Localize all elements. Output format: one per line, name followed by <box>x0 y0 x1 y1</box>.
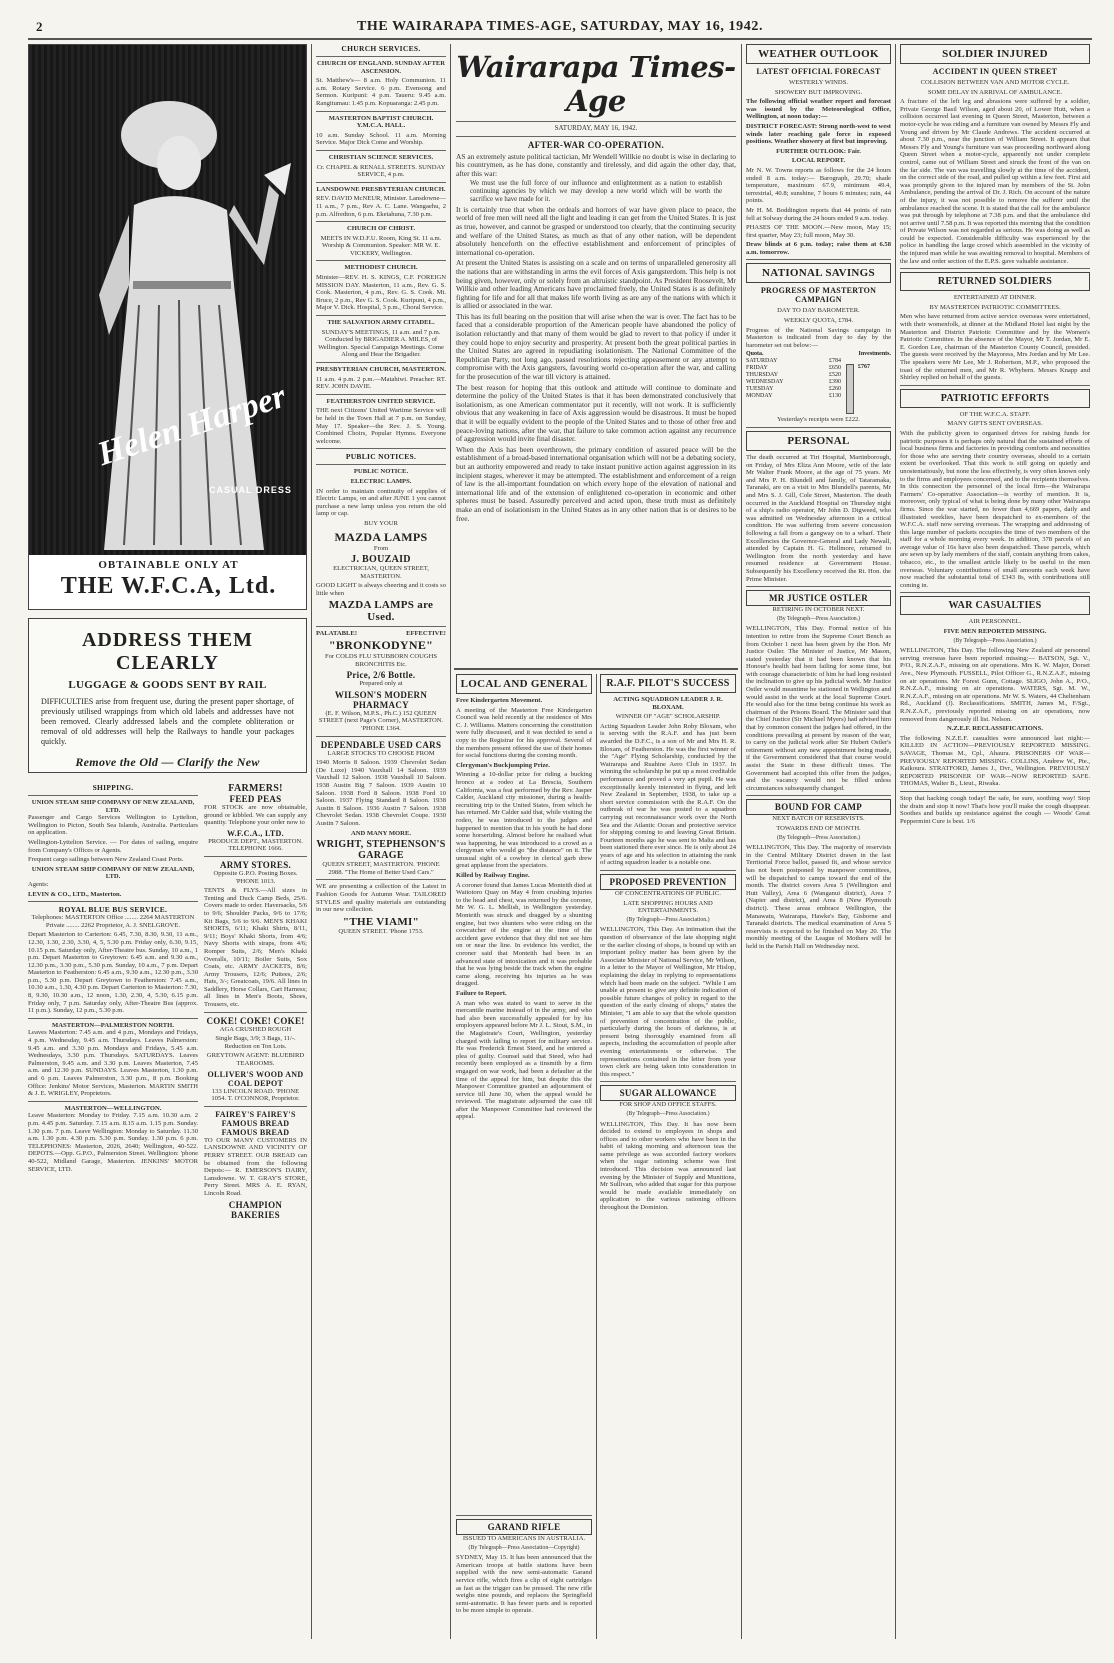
rifle-sub: ISSUED TO AMERICANS IN AUSTRALIA. <box>462 1535 586 1542</box>
church-b7: SUNDAY'S MEETINGS, 11 a.m. and 7 p.m. Conducted by BRIGADIER A. MILES, of Wellington. Special Campaign Meetings. Come Along and Hear the Brigadier. <box>318 328 444 359</box>
masthead: Wairarapa Times-Age <box>456 50 736 118</box>
notice-body: IN order to maintain continuity of supplies of Electric Lamps, on and after JUNE 1 you cannot purchase a new lamp unless you return the old lamp or cap. <box>316 487 446 518</box>
bus-heading: ROYAL BLUE BUS SERVICE. <box>58 905 168 915</box>
savings-table <box>746 358 891 416</box>
bronk-prepared: Prepared only at <box>359 680 403 688</box>
savings-row <box>746 379 841 386</box>
brand-sub: CASUAL DRESS <box>209 485 292 495</box>
mazda-used: MAZDA LAMPS are Used. <box>328 599 434 624</box>
church-h9: FEATHERSTON UNITED SERVICE. <box>326 397 436 405</box>
bronk-price: Price, 2/6 Bottle. <box>346 670 416 681</box>
farmers-address: PRODUCE DEPT., MASTERTON. TELEPHONE 1666. <box>208 837 303 853</box>
notices-heading: PUBLIC NOTICES. <box>345 452 417 462</box>
weather-local-report: LOCAL REPORT. <box>791 157 846 165</box>
cars-address: QUEEN STREET, MASTERTON. 'PHONE 2988. "The Home of Better Used Cars." <box>322 861 440 876</box>
rifle-heading: GARAND RIFLE <box>456 1519 592 1535</box>
coke-body: Single Bags, 3/9; 3 Bags, 11/-. Reduction on Ton Lots. <box>215 1035 296 1050</box>
bronk-name: "BRONKODYNE" <box>328 638 434 653</box>
church-h3: CHRISTIAN SCIENCE SERVICES. <box>328 153 434 161</box>
shipping-company-2: UNION STEAM SHIP COMPANY OF NEW ZEALAND, LTD. <box>31 865 195 881</box>
casualties-heading: WAR CASUALTIES <box>900 596 1090 615</box>
camp-body: WELLINGTON, This Day. The majority of reservists in the Central Military District drawn in the last Territorial Force ballot, passed fit, and whose service has not been postponed by manpower committees, will be dispatched to camps toward the end of the month. The district covers Area 5 (Wellington and Hutt Valley), Area 6 (Wanganui district), Area 7 (Napier and district), and Area 8 (New Plymouth district). These areas embrace Wellington, the Manawatu, Wairarapa, Hawke's Bay, Gisborne and Taranaki districts. The medical examination of Area 5 reservists is expected to be finished on May 20. The monthly meeting of the League of Mothers will be held in the Parish Hall on Wednesday next. <box>746 844 891 950</box>
viami-address: QUEEN STREET. 'Phone 1753. <box>338 927 424 935</box>
bronk-effective: EFFECTIVE! <box>406 630 446 638</box>
sugar-body: WELLINGTON, This Day. It has now been decided to extend to employees in shops and offices and to other workers who have been in the habit of taking morning and afternoon teas the same privilege as was accorded factory workers when the sugar rationing scheme was first introduced. This decision was announced last evening by the Minister of Supply and Munitions, Mr Sullivan, who added that sugar for this purpose would be made available immediately on application to the various rationing officers throughout the Dominion. <box>600 1120 736 1212</box>
weather-sub: LATEST OFFICIAL FORECAST <box>756 67 881 76</box>
rail-body: DIFFICULTIES arise from frequent use, during the present paper shortage, of previously utilised wrappings from which old labels and addresses have not been removed. Clearly addressed labels and the complete obliteration or removal of old addresses will help the Railways to handle your packages quickly. <box>41 697 294 746</box>
local-b4: A man who was stated to want to serve in the mercantile marine instead of in the army, and who had also been successfully appealed for by his employers appeared before Mr J. L. Stout, S.M., in the Magistrate's Court, Wellington, yesterday charged with failing to report for military service. He was Frederick Ernest Steed, and he entered a plea of guilty. Counsel said that Steed, who had recently been employed as a tinsmith by a firm engaged on war work, had been a defaulter at the time of the appeal for him, but despite this the Manpower Committee granted an adjournment of service till June 30, when the appeal would be reviewed. The magistrate adjourned the case till after the Manpower Committee had reviewed the appeal. <box>456 999 592 1121</box>
raf-heading: R.A.F. PILOT'S SUCCESS <box>600 674 736 693</box>
casualties-byline: (By Telegraph—Press Association.) <box>953 637 1037 644</box>
returned-sub: ENTERTAINED AT DINNER. <box>953 294 1037 302</box>
church-b2: 10 a.m. Sunday School. 11 a.m. Morning Service. Major Dick Come and Worship. <box>316 131 446 147</box>
weather-p7: Draw blinds at 6 p.m. today; raise them at 6.58 a.m. tomorrow. <box>746 241 891 256</box>
returned-heading: RETURNED SOLDIERS <box>900 272 1090 291</box>
local-s1: Free Kindergarten Movement. <box>456 697 543 704</box>
local-b2: Winning a 10-dollar prize for riding a bucking bronco at a rodeo at La Brescia, Southern California, was a feat performed by the Rev. Jasper Calder, Auckland city missioner, during a health-recruiting trip to the United States, from which he has returned. Mr Calder said that, while visiting the rodeo, he was introduced to the judges and happened to mention that in his youth he had done some horseriding. Almost before he realised what was happening, he was introduced to a crowd as a clergyman who would go "the distance" on it. The unusual sight of a cowboy in clerical garb drew great applause from the spectators. <box>456 771 592 870</box>
col1-classifieds <box>28 783 198 1633</box>
rail-subheading: LUGGAGE & GOODS SENT BY RAIL <box>68 679 267 691</box>
farmers-company: W.F.C.A., LTD. <box>227 828 284 838</box>
savings-quota: £260 <box>829 386 841 393</box>
editorial-quote: We must use the full force of our influence and enlightenment as a nation to establish continuing agencies by which we may develop a new world which will be worth the sacrifice we have made for it. <box>470 180 722 203</box>
local-b3: A coroner found that James Lucas Monteith died at Waitotoro Quay on May 4 from crushing injuries to the head and chest, was returned by the coroner, Mr W. G. L. Mellish, in Wellington yesterday. Monteith was struck and dragged by a shunting engine, but two shunters who were riding on the cowcatcher of the engine at the time of the accident gave evidence that they did not see him on or near the line. In evidence his verdict, the coroner said that Monteith had been in an advanced state of intoxication and it was probable that he was lying beside the track when the engine came along, receiving his injuries as he was dragged. <box>456 881 592 988</box>
bread-sub: FAMOUS BREAD FAMOUS BREAD <box>221 1118 290 1137</box>
cars-company: WRIGHT, STEPHENSON'S GARAGE <box>316 839 446 862</box>
local-s3: Killed by Railway Engine. <box>456 872 530 880</box>
rifle-byline: (By Telegraph—Press Association—Copyright) <box>468 1544 580 1551</box>
church-h2: MASTERTON BAPTIST CHURCH. Y.M.C.A. HALL. <box>328 114 434 130</box>
savings-investments: £767 <box>858 364 870 371</box>
mazda-from: From <box>373 544 389 552</box>
prevention-body: WELLINGTON, This Day. An intimation that the question of observance of the late shopping night or the earlier closing of shops, is bound up with an important policy matter has been given by the Associate Minister of National Service, Mr Wilson, in a letter to the Mayor of Wellington, Mr Hislop, explaining the delay in replying to representations which had been made on the subject. "While I am unable at present to give any definite indication of possible future changes of policy in regard to the question of the early closing of shops," states the Minister, "I am able to say that the whole question of prevention of concentration of the public, particularly during the hours of darkness, is at present being thoroughly examined from all aspects, including the accumulation of people after evening entertainments or otherwise. The representations contained in the letter from your town clerk are being taken into consideration in this respect." <box>600 926 736 1078</box>
editorial-p6: When the Axis has been overthrown, the primary condition of assured peace will be the establishment of a broad-based international organisation which will not be a debating society, but an authority empowered and ready to take instant punitive action against aggression in its incipient stages, wherever it may be attempted. The establishment and enforcement of a reign of law is the all-important foundation on which every hope of the elevation of national and international life and of the extension of enlightened co-operation in economic and other spheres must be based. Assuredly perceived and acted upon, these truth must as definitely make an end of isolationism in the United States as in any other nation that is or desires to be free. <box>456 444 736 523</box>
farmers-heading: FARMERS! <box>228 783 283 794</box>
mazda-address: ELECTRICIAN, QUEEN STREET, MASTERTON. <box>333 565 429 580</box>
local-b1: A meeting of the Masterton Free Kindergarten Council was held recently at the residence of Mrs C. J. Williams. Matters concerning the constitution were fully discussed, and it was decided to send a copy to the Registrar for his approval. Several of the members present offered the use of their homes for social functions during the coming month. <box>456 706 592 760</box>
savings-quota: £390 <box>829 379 841 386</box>
church-h4: LANSDOWNE PRESBYTERIAN CHURCH. <box>316 185 446 193</box>
church-h5: CHURCH OF CHRIST. <box>347 225 415 233</box>
ostler-byline: (By Telegraph—Press Association.) <box>776 615 861 622</box>
savings-quota: £520 <box>829 372 841 379</box>
farmers-sub: FEED PEAS <box>229 794 282 804</box>
coke-company: OLLIVER'S WOOD AND COAL DEPOT <box>207 1069 304 1088</box>
editorial <box>456 44 736 664</box>
editorial-p2: It is certainly true that when the ordeals and horrors of war have given place to peace, the world of free men will need all the light and leading it can get from the United States. It is just as true, however, and cannot be grasped or understood too clearly, that the continuing security and welfare of the United States, as much as that of any other nation, will be dependent absolutely henceforth on the effective establishment and enforcement of principles of international co-operation. <box>456 204 736 257</box>
bronk-company: WILSON'S MODERN PHARMACY <box>334 689 428 710</box>
camp-sub2: TOWARDS END OF MONTH. <box>776 824 861 832</box>
weather-p2: DISTRICT FORECAST: Strong north-west to west winds later reaching gale force in exposed positions. Weather showery at first but improving. <box>746 122 891 146</box>
church-b9: THE next Citizens' United Wartime Service will be held in the Town Hall at 7 p.m. on Sunday, May 17. Speaker—the Rev. J. S. Young. Combined Choirs, Popular Hymns. Everyone welcome. <box>316 407 446 445</box>
raf-column <box>600 674 736 1639</box>
church-h1: CHURCH OF ENGLAND. SUNDAY AFTER ASCENSION. <box>316 60 446 75</box>
patriotic-sub: OF THE W.F.C.A. STAFF. <box>959 410 1031 418</box>
savings-intro: Progress of the National Savings campaign in Masterton is indicated from day to day by the barometer set out below:— <box>746 326 891 349</box>
church-b8: 11 a.m. 4 p.m. 2 p.m.—Matahiwi. Preacher: RT. REV. JOHN DAVIE. <box>316 375 446 391</box>
savings-quota: £784 <box>829 358 841 365</box>
ostler-heading: MR JUSTICE OSTLER <box>746 590 891 606</box>
page-title: THE WAIRARAPA TIMES-AGE, SATURDAY, MAY 16, 1942. <box>356 19 764 34</box>
local-s2: Clergyman's Buckjumping Prize. <box>456 761 550 769</box>
returned-body: Men who have returned from active service overseas were entertained, with their womenfolk, at dinner at the Midland Hotel last night by the Masterton and District Patriotic Committee and by the Women's Patriotic Committee. In the absence of the Mayor, Mr T. Jordan, Mr E. E. Gordon Lee, chairman of the Masterton County Council, presided. The guests were received by the Mayoress, Mrs Jordan and by Mr Lee. The speakers were Mr Lee, Mr J. Robertson, M.P., who proposed the toast of the returned men, and Mr R. Whybern. Messrs Knapp and Shirley replied on behalf of the guests. <box>900 313 1090 382</box>
local-heading: LOCAL AND GENERAL <box>456 674 592 694</box>
bus-heading-3: MASTERTON—WELLINGTON. <box>64 1104 162 1112</box>
savings-row <box>746 358 841 365</box>
church-b6: Minister—REV. H. S. KINGS, C.F. FOREIGN MISSION DAY. Masterton, 11 a.m., Rev. G. S. Cook. Masterton, 4 p.m., Rev. G. S. Cook. Mt. Bruce, 2 p.m., Rev G. S. Cook. Kuripuni, 4 p.m., Major V. Dick. Hospital, 3 p.m., Choral Service. <box>316 274 446 312</box>
savings-heading: NATIONAL SAVINGS <box>746 263 891 283</box>
sugar-byline: (By Telegraph—Press Association.) <box>626 1110 710 1117</box>
editorial-p5: The best reason for hoping that this outlook and attitude will continue to dominate and determine the policy of the United States is that it has been demonstrated conclusively that isolationism, as one American commentator put it recently, will not work. It is sufficiently obvious that any weakening in face of Axis aggression would be disastrous. It must be hoped that it will be equally evident to the people of the United States and to those of other free and peace-loving nations, after the war, that failure to take common action against any recurrence of aggression would invite final disaster. <box>456 382 736 444</box>
savings-row <box>746 393 841 400</box>
soldier-s3: SOME DELAY IN ARRIVAL OF AMBULANCE. <box>927 88 1063 96</box>
camp-sub: NEXT BATCH OF RESERVISTS. <box>772 815 865 823</box>
shipping-heading: SHIPPING. <box>92 783 134 792</box>
savings-s2: DAY TO DAY BAROMETER. <box>777 307 860 315</box>
bronk-address: (E. F. Wilson, M.P.S., Ph.C.) 152 QUEEN STREET (next Page's Corner), MASTERTON. 'PHONE 1364. <box>318 709 444 733</box>
mazda-heading: MAZDA LAMPS <box>334 529 428 544</box>
raf-sub2: WINNER OF "AGE" SCHOLARSHIP. <box>615 713 721 721</box>
mazda-good-light: GOOD LIGHT is always cheering and it costs so little when <box>316 582 446 597</box>
shipping-agent: LEVIN & CO., LTD., Masterton. <box>28 890 122 898</box>
shipping-company: UNION STEAM SHIP COMPANY OF NEW ZEALAND, LTD. <box>31 799 195 814</box>
shipping-text-3: Frequent cargo sailings between New Zealand Coast Ports. <box>28 856 184 864</box>
casualties-sub: AIR PERSONNEL. <box>968 618 1022 626</box>
church-b3: Cr. CHAPEL & RENALL STREETS. SUNDAY SERVICE, 4 p.m. <box>316 163 446 179</box>
fashion-ad <box>28 44 307 610</box>
rail-ad <box>28 618 307 773</box>
raf-body: Acting Squadron Leader John Roby Bloxam, who is serving with the R.A.F. and has just been awarded the D.F.C., is a son of Mr and Mrs H. R. Bloxam, of Featherston. He was the first winner of the "Age" Flying Scholarship, conducted by the Wairarapa and Ruahine Aero Club in 1937. In winning the scholarship he put up a most creditable performance and proved a very apt pupil. He was exceptionally keenly interested in flying, and left New Zealand in September, 1938, to take up a short service commission with the R.A.F. On the outbreak of war he was posted to a squadron carrying out reconnaissance work over the North Sea and the Atlantic Ocean and protective service for shipping coming to and leaving Great Britain. Fourteen months ago he was sent to Malta and has been stationed there ever since. He is only about 24 years of age and his selection in attaining the rank of acting squadron leader is a notable one. <box>600 722 736 867</box>
ostler-sub: RETIRING IN OCTOBER NEXT. <box>772 606 865 614</box>
savings-quota: £130 <box>829 393 841 400</box>
casualties-body-2: The following N.Z.E.F. casualties were announced last night:— KILLED IN ACTION—PREVIOUSLY REPORTED MISSING. SAVAGE, Thomas M., Cpl., Ahaura. PRISONERS OF WAR—PREVIOUSLY REPORTED MISSING. COLLINS, Andrew W., Pte., Kaikoura. STRATFORD, James J., Dvr., Wellington. PREVIOUSLY REPORTED PRISONER OF WAR—NOW REPORTED SAFE. THOMAS, Walter B., Lieut., Riwaka. <box>900 734 1090 788</box>
bus-heading-2: MASTERTON—PALMERSTON NORTH. <box>52 1021 174 1029</box>
farmers-body: FOR STOCK are now obtainable, ground or kibbled. We can supply any quantity. Telephone your order now to <box>204 804 307 827</box>
brand-script: Helen Harper <box>93 377 291 474</box>
cars-list: 1940 Morris 8 Saloon. 1939 Chevrolet Sedan (De Luxe) 1940 Vauxhall 14 Saloon. 1939 Vauxhall 12 Saloon. 1938 Vauxhall 10 Saloon. 1938 Austin Big 7 Saloon. 1939 Austin 10 Saloon. 1938 Ford 8 Saloon. 1938 Ford 10 Saloon. 1937 Flying Standard 8 Saloon. 1938 Austin 8 Saloon. 1936 Austin 7 Saloon. 1938 Chevrolet Sedan. 1938 Chevrolet Coupe. 1930 Austin 7 Saloon. <box>316 759 446 827</box>
notice-title: PUBLIC NOTICE. <box>353 468 409 476</box>
shipping-agents-label: Agents: <box>28 880 49 888</box>
bronk-palatable: PALATABLE! <box>316 630 358 638</box>
sugar-heading: SUGAR ALLOWANCE <box>600 1085 736 1101</box>
editorial-p1: AS an extremely astute political tactician, Mr Wendell Willkie no doubt is wise in declaring to his countrymen, as he has done, constantly and tirelessly, and did again the other day, that, after this war: <box>456 151 736 178</box>
fashion-illustration <box>29 45 307 555</box>
prevention-byline: (By Telegraph—Press Association.) <box>626 916 710 923</box>
bus-phone: Telephones: MASTERTON Office ........ 2264 MASTERTON Private ........ 2262 Proprietor, A. J. SNELGROVE. <box>31 914 195 929</box>
coke-address: 133 LINCOLN ROAD. 'PHONE 1054. T. O'CONNOR, Proprietor. <box>211 1087 300 1103</box>
col2 <box>316 44 446 1639</box>
editorial-p4: This has its full bearing on the position that will arise when the war is over. The fact has to be faced that a considerable proportion of the American people have abandoned the policy of isolation reluctantly and that many of them would be glad to revert to that policy if under it they could hope to enjoy security and prosperity. At present both the great political parties in the United States are agreed in repudiating isolationism. The National Committee of the Republican Party, not long ago, passed resolutions rejecting appeasement or any attempt to compromise with the Axis gangsters, favouring world co-operation after the war, and calling for the prosecution of the war till victory is attained. <box>456 311 736 382</box>
savings-row <box>746 372 841 379</box>
camp-heading: BOUND FOR CAMP <box>746 799 891 815</box>
bus-timetable: Depart Masterton to Carterton: 6.45, 7.30, 8.30, 9.30, 11 a.m., 12.30, 1.30, 2.30, 3.30, 4, 5, 5.30 p.m. Friday only, 6.30, 9.15, 10.15 p.m. Saturday only, After-Theatre bus. Sunday, 10 a.m., 1 p.m. Depart Masterton to Greytown: 6.45 a.m. and 9.30 a.m., 12.30 p.m., 3.30 p.m., 5.30 p.m. Sunday, 10 a.m., 7 p.m. Depart Masterton to Featherston: 6.45 a.m., 9.30 a.m., 12.30 p.m., 3.30 p.m., 5.30 p.m. Depart Greytown to Featherston: 7.45 a.m., 10.30 a.m., 1.30, 4.30 p.m. Depart Carterton to Masterton: 7.30, 8, 9.30, 10.30 a.m., 12 noon, 1.30, 2.30, 4, 5.30, 6.15 p.m. Friday only, 7 p.m. Saturday only, After-Theatre Bus (approx. 11 p.m.). Sunday, 12 p.m., 5.30 p.m. <box>28 931 198 1015</box>
savings-footer: Yesterday's receipts were £222. <box>777 416 860 424</box>
savings-investments-header: Investments. <box>858 351 891 358</box>
soldier-s2: COLLISION BETWEEN VAN AND MOTOR CYCLE. <box>920 79 1070 86</box>
weather-p1: The following official weather report and forecast was issued by the Meteorological Office, Wellington, at noon today:— <box>746 98 891 121</box>
editorial-title: AFTER-WAR CO-OPERATION. <box>527 139 665 150</box>
mazda-buy: BUY YOUR <box>364 519 398 527</box>
bus-timetable-3: Leave Masterton: Monday to Friday. 7.15 a.m. 10.30 a.m. 2 p.m. 4.45 p.m. Saturday. 7.15 a.m. 8.15 a.m. 1.15 p.m. Sunday. 1.30 p.m. 7 p.m. Leave Wellington: Monday to Saturday. 11.30 a.m. 1.30 p.m. 4.30 p.m. 5.30 p.m. Sunday. 1.30 p.m. 6 p.m. TELEPHONES: Masterton, 2026, 2640; Wellington, 40-522. DEPOTS.—Opp. G.P.O., Palmerston Street. Wellington: 'phone 40-522, Midland Garage, Masterton. JENKINS' MOTOR SERVICE, LTD. <box>28 1112 198 1173</box>
cars-more: AND MANY MORE. <box>350 829 411 837</box>
shipping-text-1: Passenger and Cargo Services Wellington to Lyttelton, Wellington to Picton, South Sea Islands, Australia. Particulars on application. <box>28 814 198 837</box>
patriotic-heading: PATRIOTIC EFFORTS <box>900 389 1090 408</box>
soldier-heading: SOLDIER INJURED <box>900 44 1090 64</box>
savings-day: MONDAY <box>746 393 773 400</box>
savings-day: SATURDAY <box>746 358 778 365</box>
church-b1: St. Matthew's— 8 a.m. Holy Communion. 11 a.m. Rotary Service. 6 p.m. Evensong and Sermon. Kuripuni: 4 p.m. Taueru: 9.45 a.m. Rangitumau: 1.45 p.m. Kopuaranga: 2.45 p.m. <box>316 77 446 107</box>
weather-s2: SHOWERY BUT IMPROVING. <box>774 88 863 96</box>
casualties-sub2: FIVE MEN REPORTED MISSING. <box>943 628 1047 636</box>
savings-quota-header: Quota. <box>746 351 764 358</box>
local-general <box>456 674 592 1639</box>
patriotic-sub2: MANY GIFTS SENT OVERSEAS. <box>947 420 1043 428</box>
editorial-date: SATURDAY, MAY 16, 1942. <box>554 124 638 132</box>
prevention-sub2: LATE SHOPPING HOURS AND ENTERTAINMENTS. <box>623 899 713 915</box>
coke-sub: AGA CRUSHED ROUGH <box>219 1025 292 1033</box>
shipping-text-2: Wellington-Lyttelton Service. — For dates of sailing, enquire from Company's Offices or Agents. <box>28 838 198 854</box>
coke-heading: COKE! COKE! COKE! <box>206 1015 305 1026</box>
bronk-for: For COLDS FLU STUBBORN COUGHS BRONCHITIS Etc. <box>324 653 438 668</box>
casualties-body: WELLINGTON, This Day. The following New Zealand air personnel serving overseas have been reported missing:— BATSON, Sgt. V., P/O., R.N.Z.A.F., missing on air operations. Mrs K. W. Major, Dorset Ave., New Plymouth. FUSSELL, Pilot Officer G., R.N.Z.A.F., missing on air operations. Mr Forest Gunn, Cottage. SLIGO, John A., P/O., R.N.Z.A.F., missing on air operations. WATERS, Sgt. M. W., R.N.Z.A.F., missing on air operations. Mr W. S. Waters, 44 Cheltenham Rd., Auckland (f). Reclassifications. SMITH, James M., F/Sgt., R.N.Z.A.F., previously reported missing on air operations, now removed from dangerously ill list. Nelson. <box>900 647 1090 723</box>
savings-sub: PROGRESS OF MASTERTON CAMPAIGN <box>760 286 877 305</box>
patriotic-body: With the publicity given to organised drives for raising funds for patriotic purposes it is perhaps only natural that the sustained efforts of local business firms and factories in providing comforts and necessities for those who are serving their country overseas, should to a certain extent be overlooked. That this work is still going on quietly and unostentatiously, but none the less effectively, is very often known only to the firms and employees concerned, and to the recipients themselves. In this connection the personnel of the local firm—the Wairarapa Farmers' Co-operative Association—is worthy of mention. It is, moreover, only typical of what is being done by many other Wairarapa firms. Since the war started, no fewer than 4,669 papers, daily and illustrated weeklies, have been despatched to ex-members of the W.F.C.A. staff now serving overseas. The wrapping and addressing of this large number of packets occupies the time of two members of the staff for a whole morning every week. In addition, 378 parcels of an average value of 16s have also been despatched. These parcels, which are sewn up by lady members of the staff, contain anything from cakes, tobacco, etc., to the smallest article likely to be useful to the men overseas. Voluntary contributions of small amounts each week have now reached the substantial total of £343 8s, with contributions still coming in. <box>900 429 1090 589</box>
savings-day: FRIDAY <box>746 365 768 372</box>
page-number: 2 <box>36 19 43 34</box>
bread-heading: FAIREY'S FAIREY'S <box>215 1109 296 1119</box>
cars-sub: LARGE STOCKS TO CHOOSE FROM <box>327 749 435 757</box>
weather-p5: Mr H. M. Boddington reports that 44 points of rain fell at Solway during the 24 hours ended 9 a.m. today. <box>746 206 891 222</box>
personal-body: The death occurred at Tiri Hospital, Martinborough, on Friday, of Mrs Eliza Ann Moore, wife of the late Mr Walter Frank Moore, at the age of 75 years. Mr and Mrs P. H. Blundell and family, of Tataramaka, Taranaki, are on a visit to Mrs Blundell's parents, Mr and Mrs S. J. Gill, Cole Street, Masterton. The death occurred in the Auckland Hospital on Thursday night of a ship's radio operator, Mr John D. Digweed, who was admitted on Wednesday afternoon in a critical condition. He was suffering from severe concussion following a fall from a gangway on to a wharf. Their Excellencies the Governor-General and Lady Newall, attended by Captain H. G. Hellmore, returned to Wellington from the north yesterday and have resumed residence at Government House. Subsequently his Excellency received the Rt. Hon. the Prime Minister. <box>746 454 891 583</box>
soldier-sub: ACCIDENT IN QUEEN STREET <box>932 67 1058 76</box>
bread-body: TO OUR MANY CUSTOMERS IN LANSDOWNE AND VICINITY OF PERRY STREET. OUR BREAD can be obtained from the following Depots:— R. EMERSON'S DAIRY, Lansdowne. W. T. GRAY'S STORE, Perry Street. MRS A. E. RYAN, Lincoln Road. <box>204 1136 307 1197</box>
cough-ad: Stop that hacking cough today! Be safe, be sure, soothing way! Stop the drain and stop it now! That's how you'll make the cough disappear. Soothes and builds up resistance against the cough — Woods' Great Peppermint Cure is best. 1/6 <box>900 794 1090 825</box>
savings-s3: WEEKLY QUOTA, £784. <box>783 317 854 325</box>
ostler-body: WELLINGTON, This Day. Formal notice of his intention to retire from the Supreme Court Bench as from October 1 next has been given by the Hon. Mr Justice Ostler. The Minister of Justice, Mr Mason, stated yesterday that it had been known that his Honour's health had been failing for some time, but with courage characteristic of him he had long resisted the inclination to give up his judicial work. Mr Justice Ostler would meantime be stationed in Wellington and would assist in the work at the local Supreme Court. He would also for the time being continue his work as chairman of the Prisons Board. The Minister said that the Chief Justice (Sir Michael Myers) had advised him that by common consent the judges had offered, in the conditions prevailing at present by reason of the war, to carry on the judicial work after Sir Hubert Ostler's retirement without any new appointment being made, if the Government considered that that course would assist the State in these difficult times. The Government had accepted this offer from the judges, and the vacancy would not be filled unless circumstances subsequently changed. <box>746 625 891 792</box>
col5 <box>900 44 1090 1639</box>
camp-byline: (By Telegraph—Press Association.) <box>776 834 861 841</box>
church-b5: MEETS IN W.D.F.U. Room, King St. 11 a.m. Worship & Communion. Speaker: MR W. E. VICKERY, Wellington. <box>320 234 442 257</box>
church-b4: REV. DAVID McNEUR, Minister. Lansdowne— 11 a.m., 7 p.m., Rev A. C. Lane. Wangaehu, 2 p.m. Alfredton, 6 p.m. Eketahuna, 7.30 p.m. <box>316 195 446 218</box>
page-header <box>30 10 1090 40</box>
bread-footer: CHAMPION BAKERIES <box>228 1199 283 1220</box>
soldier-body: A fracture of the left leg and abrasions were suffered by a soldier, Private George Basil Wilson, aged about 20, of Lower Hutt, when a collision occurred last evening in Queen Street, Masterton, between a motor-cycle he was riding and a furniture van owned by Messrs Fly and Young and driven by Mr Claude Andrews. The accident occurred at about 7.30 p.m., near the junction of William Street. It appears that Messrs Fly and Young's furniture van was proceeding northward along Queen Street when a motor-cycle, apparently not under complete control, came out of William Street and struck the front of the van on the far side. The van was travelling slowly at the time of the accident, on the correct side of the road, and pulled up within a few feet. First aid was promptly given to the injured man by members of the St. John Ambulance, pending the arrival of Dr. J. Rich. On account of the nature of the injury, it was not possible to remove the sufferer until the ambulance reached the scene. It is stated that the call for the ambulance was put through by telephone at 7.38 p.m. and that the ambulance did not arrive until 7.58 p.m. It was reported this morning that the condition of Private Wilson was not regarded as serious. He was doing as well as could be expected. Considerable difficulty was experienced by the police in handling the large crowd which assembled in the vicinity of the injured man while he was awaiting removal to hospital. Members of the law and order section of the E.P.S. gave valuable assistance. <box>900 98 1090 265</box>
prevention-sub: OF CONCENTRATIONS OF PUBLIC. <box>615 890 721 898</box>
savings-quota: £650 <box>829 365 841 372</box>
army-sub: Opposite G.P.O. Posting Boxes. 'PHONE 1013. <box>213 869 298 885</box>
personal-heading: PERSONAL <box>746 431 891 451</box>
rifle-body: SYDNEY, May 15. It has been announced that the American troops at battle stations have been supplied with the new semi-automatic Garand service rifle, which fires a clip of eight cartridges as fast as the trigger can be pressed. The new rifle weighs nine pounds, and replaces the Springfield semi-automatic. It has fewer parts and is reported to be more simple to operate. <box>456 1554 592 1615</box>
ad-line-1: OBTAINABLE ONLY AT <box>98 559 239 571</box>
mazda-company: J. BOUZAID <box>351 554 411 566</box>
notice-sub: ELECTRIC LAMPS. <box>350 477 412 485</box>
editorial-p3: At present the United States is assisting on a scale and on terms of unparalleled generosity all the nations that are withstanding in arms the evil forces of Axis gangsterdom. This help is not being given, however, only or solely from an altruistic standpoint. As President Roosevelt, Mr Willkie and other leading Americans have proclaimed freely, the United States is as definitely fighting for life and for all that makes life worth living as are any of the nations with which it is allied or associated in the war. <box>456 258 736 311</box>
army-heading: ARMY STORES. <box>219 859 292 870</box>
savings-day: WEDNESDAY <box>746 379 784 386</box>
col1b-ads <box>204 783 307 1633</box>
cars-heading: DEPENDABLE USED CARS <box>320 739 442 750</box>
church-h6: METHODIST CHURCH. <box>344 264 418 272</box>
bus-timetable-2: Leaves Masterton: 7.45 a.m. and 4 p.m., Mondays and Fridays, 4 p.m. Wednesday, 9.45 a.m. Thursdays. Leaves Palmerston: 9.45 a.m. and 3.30 p.m. Mondays and Fridays, 5.45 a.m. Wednesdays, 3.30 p.m. Thursdays. SATURDAYS. Leaves Palmerston, 9.45 a.m. and 3.30 p.m. Leaves Masterton, 7.45 a.m. and 12.30 p.m. SUNDAYS. Leaves Masterton, 1.30 p.m. and 6 p.m. Leaves Palmerston, 3.30 p.m., 8 p.m. Booking Office: Jenkins' Motor Services, Masterton. MARTIN SMITH & J. E. WRIGLEY, Proprietors. <box>28 1029 198 1098</box>
viami-body: WE are presenting a collection of the Latest in Fashion Goods for Autumn Wear. TAILORED STYLES and quality materials are outstanding in our new collection. <box>316 883 446 914</box>
savings-day: THURSDAY <box>746 372 779 379</box>
church-h7: THE SALVATION ARMY CITADEL. <box>327 319 435 327</box>
casualties-heading-2: N.Z.E.F. RECLASSIFICATIONS. <box>946 725 1043 733</box>
coke-agent: GREYTOWN AGENT: BLUEBIRD TEAROOMS. <box>206 1052 305 1068</box>
returned-sub2: BY MASTERTON PATRIOTIC COMMITTEES. <box>929 303 1061 311</box>
savings-row <box>746 386 841 393</box>
raf-sub: ACTING SQUADRON LEADER J. R. BLOXAM. <box>613 696 723 711</box>
sugar-sub: FOR SHOP AND OFFICE STAFFS. <box>619 1101 717 1109</box>
weather-p4: Mr N. W. Towns reports as follows for the 24 hours ended 8 a.m. today:— Barograph, 29.70; shade temperature, maximum 67.9, minimum 49.4, terrestrial, 40.8; sunshine, 7 hours 6 minutes; rain, 44 points. <box>746 166 891 205</box>
col4 <box>746 44 891 1639</box>
savings-barometer <box>846 364 854 414</box>
army-body: TENTS & FLYS.—All sizes in Tenting and Duck Camp Beds, 25/6. Covers made to order. Haversacks, 5/6 to 9/6; Shoulder Packs, 9/6 to 17/6; Kit Bags, 5/6 to 9/6. MEN'S KHAKI SHORTS, 6/11; Khaki Shirts, 8/11, 9/11; Boys' Khaki Shorts, from 4/6; Navy Shorts with straps, from 4/6; Romper Suits, 2/6; Men's Khaki Overalls, 10/11; Boiler Suits, Sox Coats, etc. ARMY JACKETS, 8/6; Army Trousers, 12/6; Puttees, 2/6; Hats, 3/-; Greatcoats, 19/6. All lines in Saddlery, Horse Collars, Cart Harness; all lines in Men's Boots, Shoes, Trousers, etc. <box>204 887 307 1009</box>
rail-footer: Remove the Old — Clarify the New <box>75 755 260 769</box>
local-s4: Failure to Report. <box>456 989 507 997</box>
savings-day: TUESDAY <box>746 386 774 393</box>
weather-p6: PHASES OF THE MOON.—New moon, May 15; first quarter, May 23; full moon, May 30. <box>746 224 891 239</box>
church-h8: PRESBYTERIAN CHURCH, MASTERTON. <box>316 366 446 373</box>
prevention-heading: PROPOSED PREVENTION <box>600 874 736 890</box>
ad-line-2: THE W.F.C.A, Ltd. <box>60 573 277 599</box>
weather-p3: FURTHER OUTLOOK: Fair. <box>776 147 861 155</box>
rail-heading: ADDRESS THEM CLEARLY <box>81 629 254 674</box>
savings-row <box>746 365 841 372</box>
weather-s1: WESTERLY WINDS. <box>788 79 849 86</box>
rifle-story <box>456 1512 592 1640</box>
church-heading: CHURCH SERVICES. <box>341 44 421 53</box>
viami-name: "THE VIAMI" <box>342 915 420 928</box>
weather-heading: WEATHER OUTLOOK <box>746 44 891 64</box>
